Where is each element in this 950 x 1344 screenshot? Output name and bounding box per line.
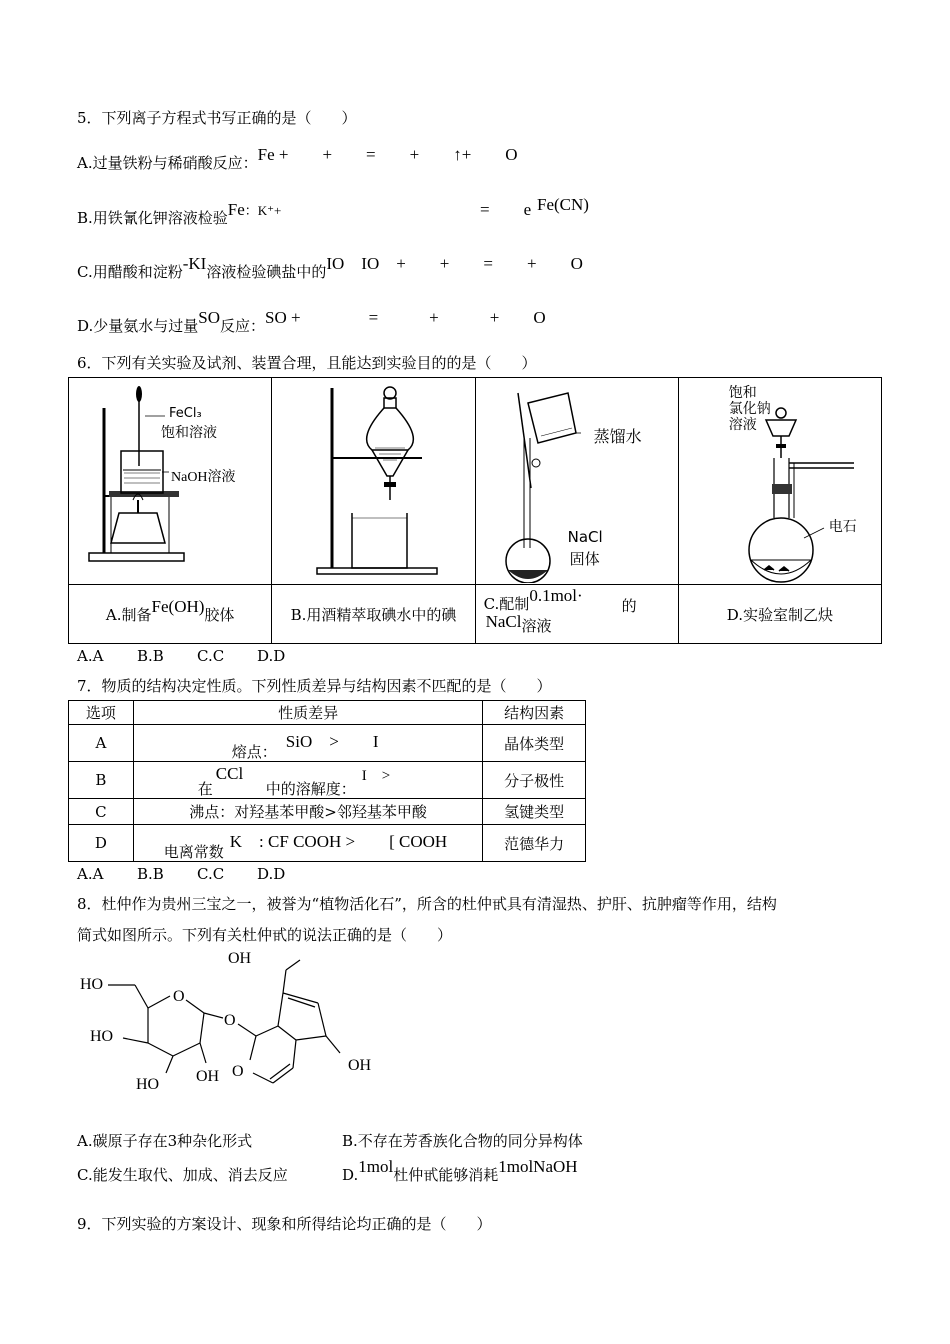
- q7-header-factor: 结构因素: [483, 701, 586, 725]
- q7-row-b-factor: 分子极性: [483, 762, 586, 799]
- q5-option-b-mid: ：K⁺+: [244, 203, 282, 218]
- q8-option-d-mol: 1mol: [358, 1157, 394, 1176]
- acetylene-apparatus: [679, 378, 879, 583]
- label-saturated-d: 饱和: [728, 386, 757, 401]
- q6-stem: 6．下列有关实验及试剂、装置合理，且能达到实验目的的是（ ）: [77, 354, 537, 372]
- label-naoh: NaOH溶液: [171, 470, 236, 485]
- q8-label-o-ring: O: [173, 988, 185, 1005]
- q5-option-c-formula: IO IO + + = + O: [326, 254, 583, 273]
- q6-cell-a-post: 胶体: [204, 605, 235, 624]
- q7-row-a-option: A: [69, 725, 134, 762]
- q7-header-property: 性质差异: [133, 701, 483, 725]
- q5-option-b-fe: Fe: [227, 200, 245, 219]
- q7-row-b-mid: 中的溶解度：: [265, 780, 356, 798]
- q6-cell-a: [69, 585, 272, 644]
- q5-option-d-text2: 反应：: [220, 317, 266, 335]
- q5-stem: 5．下列离子方程式书写正确的是（ ）: [77, 109, 357, 127]
- q6-choice-c[interactable]: C.C: [197, 647, 225, 665]
- q5-option-d-formula: SO + = + + O: [265, 308, 546, 327]
- q8-option-d-mid: 杜仲甙能够消耗: [393, 1166, 499, 1184]
- q7-choice-c[interactable]: C.C: [197, 865, 225, 883]
- q6-cell-c-formula: 0.1mol·: [529, 586, 583, 605]
- q6-image-a: [69, 378, 272, 585]
- label-solid: 固体: [569, 552, 600, 568]
- q5-option-b-fecn: Fe(CN): [537, 195, 589, 214]
- q9-stem: 9．下列实验的方案设计、现象和所得结论均正确的是（ ）: [77, 1215, 492, 1233]
- q7-row-b-formula: CCl: [215, 764, 244, 783]
- q7-stem: 7．物质的结构决定性质。下列性质差异与结构因素不匹配的是（ ）: [77, 677, 552, 695]
- q8-option-d: [342, 1157, 578, 1185]
- q5-option-c-ki: -KI: [182, 254, 207, 273]
- q7-choice-b[interactable]: B.B: [137, 865, 164, 883]
- q7-row-a-property: [133, 725, 483, 762]
- q8-label-oh2: OH: [196, 1068, 220, 1085]
- label-distilled-water: 蒸馏水: [593, 429, 642, 446]
- q6-cell-a-pre: A.制备: [105, 605, 152, 624]
- label-saturated: 饱和溶液: [161, 426, 217, 441]
- q5-option-c-text2: 溶液检验碘盐中的: [206, 263, 327, 281]
- q7-header-option: 选项: [69, 701, 134, 725]
- q6-choices: [77, 647, 317, 665]
- q5-option-a-formula: Fe + + = + ↑+ O: [257, 145, 518, 164]
- label-nacl-d: 氯化钠: [728, 402, 771, 417]
- q6-cell-c-post: 溶液: [521, 617, 552, 635]
- q7-row-a-formula: SiO > I: [285, 732, 379, 751]
- q7-row-d-option: D: [69, 825, 134, 862]
- q6-image-d: [678, 378, 881, 585]
- q5-option-b-eq: = e: [480, 200, 532, 219]
- q6-cell-d: D.实验室制乙炔: [678, 585, 881, 644]
- label-nacl: NaCl: [567, 528, 603, 546]
- q6-cell-c-de: 的: [621, 597, 637, 615]
- q6-image-b: [272, 378, 475, 585]
- q8-stem-line2: 简式如图所示。下列有关杜仲甙的说法正确的是（ ）: [77, 926, 453, 944]
- q7-row-b-option: B: [69, 762, 134, 799]
- q7-row-c-property: 沸点：对羟基苯甲酸>邻羟基苯甲酸: [133, 799, 483, 825]
- q7-choice-a[interactable]: A.A: [77, 865, 104, 883]
- label-solution-d: 溶液: [728, 418, 757, 433]
- q7-row-d-property: [133, 825, 483, 862]
- q8-stem-line1: 8．杜仲作为贵州三宝之一，被誉为“植物活化石”，所含的杜仲甙具有清湿热、护肝、抗肿瘤等作用，结构: [77, 895, 777, 913]
- q7-row-d-pre: 电离常数: [163, 843, 224, 861]
- separatory-funnel-apparatus: [272, 378, 472, 583]
- q5-option-a: [77, 145, 518, 173]
- q5-option-d-so2: SO: [198, 308, 220, 327]
- q6-cell-a-formula: Fe(OH): [151, 596, 205, 616]
- q5-option-c: [77, 254, 583, 282]
- q6-cell-c-nacl: NaCl: [485, 612, 522, 631]
- q8-label-o-pyran: O: [232, 1063, 244, 1080]
- q5-option-c-text: C.用醋酸和淀粉: [77, 263, 183, 281]
- q8-option-a: A.碳原子存在3种杂化形式: [77, 1132, 253, 1150]
- q5-option-d: [77, 308, 546, 336]
- q8-label-ho1: HO: [80, 976, 104, 993]
- q5-option-b: [77, 200, 282, 228]
- q7-row-b-property: [133, 762, 483, 799]
- q7-table: [68, 700, 586, 862]
- q8-option-d-pre: D.: [342, 1166, 359, 1184]
- q7-row-d-factor: 范德华力: [483, 825, 586, 862]
- q7-choices: [77, 865, 317, 883]
- q6-choice-a[interactable]: A.A: [77, 647, 104, 665]
- q8-option-d-formula: 1molNaOH: [498, 1157, 578, 1176]
- q8-label-ho3: HO: [136, 1076, 160, 1093]
- q8-label-oh-top: OH: [228, 950, 252, 967]
- q6-cell-c-pre: C.配制: [483, 595, 530, 613]
- q5-option-a-text: A.过量铁粉与稀硝酸反应：: [77, 154, 258, 172]
- q6-image-c: [475, 378, 678, 585]
- q7-row-b-formula2: I >: [361, 768, 391, 784]
- q7-choice-d[interactable]: D.D: [257, 865, 286, 883]
- q6-choice-b[interactable]: B.B: [137, 647, 164, 665]
- q7-row-b-pre: 在: [197, 780, 213, 798]
- q8-option-b: B.不存在芳香族化合物的同分异构体: [342, 1132, 583, 1150]
- q6-cell-b: B.用酒精萃取碘水中的碘: [272, 585, 475, 644]
- q6-cell-c: [475, 585, 678, 644]
- q8-label-ho2: HO: [90, 1028, 114, 1045]
- q8-option-c: C.能发生取代、加成、消去反应: [77, 1166, 288, 1184]
- q8-label-o-link: O: [224, 1012, 236, 1029]
- q5-option-d-text: D.少量氨水与过量: [77, 317, 199, 335]
- q7-row-c-option: C: [69, 799, 134, 825]
- q6-table: [68, 377, 882, 644]
- q7-row-a-pre: 熔点：: [231, 743, 277, 761]
- label-fecl3: FeCl₃: [169, 406, 202, 421]
- q7-row-c-factor: 氢键类型: [483, 799, 586, 825]
- q5-option-b-text: B.用铁氰化钾溶液检验: [77, 209, 228, 227]
- q6-choice-d[interactable]: D.D: [257, 647, 286, 665]
- q7-row-a-factor: 晶体类型: [483, 725, 586, 762]
- q8-label-oh-right: OH: [348, 1057, 372, 1074]
- label-calcium-carbide: 电石: [828, 520, 857, 535]
- q7-row-d-formula: K : CF COOH > [ COOH: [229, 832, 448, 851]
